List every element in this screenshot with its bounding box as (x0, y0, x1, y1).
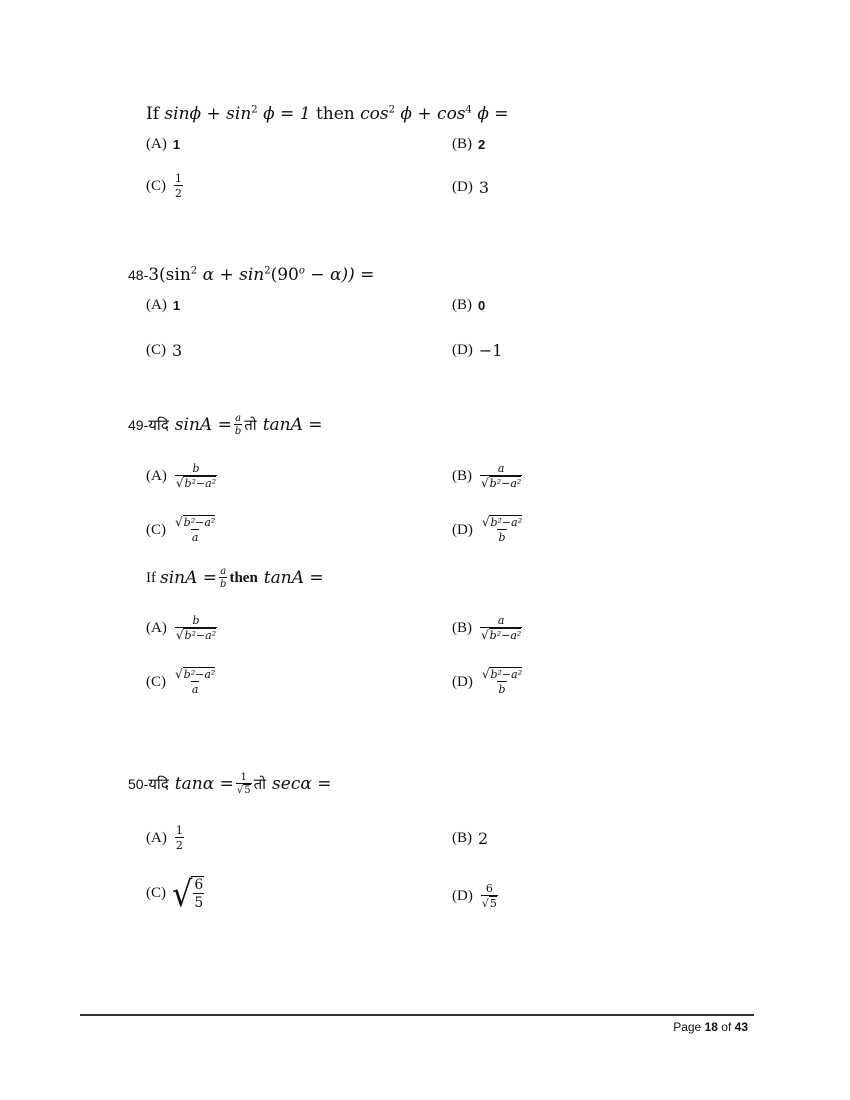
denominator: b²−a² (489, 629, 522, 642)
denominator: b²−a² (184, 477, 217, 490)
q50-stem (128, 772, 331, 796)
q49-option-c[interactable] (146, 516, 218, 544)
numerator: 6 (485, 882, 493, 895)
fraction (234, 413, 242, 437)
option-label: (A) (146, 619, 167, 636)
q50-hindi-then: तो (253, 775, 267, 793)
numerator: a (497, 614, 505, 627)
option-label: (D) (452, 521, 473, 538)
sqrt-icon: √ (175, 515, 183, 529)
q48-sup2: 2 (190, 265, 198, 277)
sqrt-icon: √ (481, 628, 489, 642)
footer-divider (80, 1014, 754, 1016)
q49-hindi-then: तो (244, 416, 257, 434)
fraction (481, 882, 498, 910)
sqrt-icon: √ (481, 667, 490, 681)
q49-en-expr2: tanA = (263, 568, 324, 588)
q47-expr5: ϕ = (477, 104, 509, 124)
fraction (480, 462, 522, 490)
q48-stem (128, 265, 374, 285)
option-value: 0 (478, 298, 486, 313)
option-value: 2 (478, 137, 486, 152)
q48-number: 48- (128, 267, 149, 283)
option-label: (D) (452, 179, 473, 195)
option-value: 1 (172, 137, 181, 152)
q50-option-b[interactable] (452, 829, 488, 848)
q48-expr3: (90 (270, 265, 299, 285)
q47-expr3: cos (360, 104, 389, 124)
q49-expr2: tanA = (262, 415, 323, 435)
numerator: 6 (194, 877, 204, 893)
option-label: (A) (146, 467, 167, 484)
q49-hindi-if: यदि (148, 416, 169, 434)
option-value: 2 (478, 829, 489, 848)
q47-option-a[interactable] (146, 136, 180, 153)
fraction (175, 614, 217, 642)
q50-option-a[interactable] (146, 824, 186, 852)
q49-en-option-d[interactable] (452, 668, 525, 696)
footer-page-word: Page (673, 1020, 702, 1034)
option-value: 1 (172, 298, 181, 313)
denominator: a (191, 531, 199, 544)
q49-number: 49- (128, 417, 149, 433)
q47-then: then (315, 104, 355, 124)
numerator: 1 (175, 172, 182, 185)
q50-expr2: secα = (272, 774, 332, 794)
denominator: a (191, 683, 199, 696)
q48-sup2b: 2 (264, 265, 271, 277)
q48-expr1: 3(sin (148, 265, 191, 285)
q47-expr2: ϕ = 1 (263, 104, 311, 124)
q49-en-option-b[interactable] (452, 614, 524, 642)
numerator: b²−a² (490, 516, 523, 529)
numerator: b²−a² (183, 668, 216, 681)
fraction (174, 172, 183, 200)
option-label: (B) (452, 297, 472, 313)
denominator: 5 (244, 785, 251, 796)
fraction (174, 668, 216, 696)
fraction (175, 824, 184, 852)
q50-option-c[interactable] (146, 872, 206, 915)
fraction (191, 876, 204, 911)
numerator: a (497, 462, 505, 475)
denominator: b (220, 579, 227, 590)
q49-en-if: If (146, 569, 156, 586)
denominator: b (234, 426, 242, 437)
q49-en-expr1: sinA = (160, 568, 218, 588)
sqrt-icon: √ (175, 476, 184, 490)
fraction (175, 462, 217, 490)
q48-option-c[interactable] (146, 341, 182, 360)
denominator: 2 (175, 839, 183, 852)
q48-option-a[interactable] (146, 297, 180, 314)
q48-option-d[interactable] (452, 341, 502, 360)
option-label: (B) (452, 830, 472, 846)
q49-en-option-c[interactable] (146, 668, 218, 696)
q49-english-stem (146, 566, 324, 590)
fraction (174, 516, 216, 544)
option-label: (C) (146, 342, 166, 358)
option-label: (B) (452, 619, 472, 636)
option-label: (C) (146, 885, 166, 901)
option-label: (C) (146, 521, 166, 538)
denominator: 5 (489, 897, 497, 910)
option-label: (D) (452, 887, 473, 904)
numerator: b²−a² (490, 668, 523, 681)
option-label: (A) (146, 829, 167, 846)
q47-sup2: 2 (251, 104, 258, 116)
q47-option-d[interactable] (452, 178, 489, 197)
q49-en-then: then (229, 569, 258, 586)
numerator: a (220, 566, 227, 577)
sqrt-icon: √ (481, 476, 489, 490)
q47-sup2b: 2 (388, 104, 395, 116)
footer-page-number: 18 (704, 1020, 718, 1034)
page-footer (673, 1020, 748, 1034)
denominator: 2 (175, 187, 182, 200)
footer-total-pages: 43 (734, 1020, 748, 1034)
footer-of-word: of (721, 1020, 732, 1034)
numerator: b (192, 462, 200, 475)
q50-hindi-if: यदि (148, 775, 169, 793)
denominator: b²−a² (489, 477, 522, 490)
q48-option-b[interactable] (452, 297, 485, 314)
q48-degree: o (298, 265, 305, 277)
q50-number: 50- (128, 776, 149, 792)
fraction (481, 668, 523, 696)
q47-expr1: sinϕ + sin (164, 104, 252, 124)
q49-expr1: sinA = (174, 415, 232, 435)
option-value: 3 (172, 341, 183, 360)
q47-if: If (146, 104, 160, 124)
numerator: b (192, 614, 200, 627)
sqrt-icon: √ (175, 667, 183, 681)
option-label: (A) (146, 297, 167, 313)
q47-option-c[interactable] (146, 172, 185, 200)
option-value: −1 (478, 341, 503, 360)
q48-expr4: − α)) = (304, 265, 375, 285)
numerator: 1 (175, 824, 183, 837)
fraction (219, 566, 227, 590)
q49-option-b[interactable] (452, 462, 524, 490)
option-value: 3 (478, 178, 490, 197)
sqrt-icon: √ (172, 872, 193, 915)
option-label: (C) (146, 177, 166, 194)
fraction (480, 614, 522, 642)
q47-expr4: ϕ + cos (400, 104, 466, 124)
numerator: 1 (240, 772, 247, 783)
option-label: (A) (146, 136, 167, 152)
denominator: b (498, 531, 506, 544)
q50-expr1: tanα = (174, 774, 234, 794)
sqrt-icon: √ (175, 628, 184, 642)
numerator: a (235, 413, 242, 424)
fraction (481, 516, 523, 544)
option-label: (B) (452, 467, 472, 484)
option-label: (B) (452, 136, 472, 152)
q48-expr2: α + sin (202, 265, 265, 285)
option-label: (C) (146, 673, 166, 690)
q49-en-option-a[interactable] (146, 614, 219, 642)
numerator: b²−a² (183, 516, 216, 529)
fraction (236, 772, 252, 796)
sqrt-fraction (172, 872, 206, 915)
option-label: (D) (452, 342, 473, 358)
q49-option-a[interactable] (146, 462, 219, 490)
denominator: 5 (194, 895, 204, 911)
sqrt-icon: √ (236, 785, 244, 796)
q47-stem (146, 104, 509, 124)
q47-option-b[interactable] (452, 136, 485, 153)
q49-stem (128, 413, 323, 437)
q50-option-d[interactable] (452, 882, 500, 910)
denominator: b²−a² (184, 629, 217, 642)
option-label: (D) (452, 673, 473, 690)
q49-option-d[interactable] (452, 516, 525, 544)
q47-sup4: 4 (465, 104, 472, 116)
sqrt-icon: √ (481, 897, 489, 910)
sqrt-icon: √ (481, 515, 490, 529)
denominator: b (498, 683, 506, 696)
